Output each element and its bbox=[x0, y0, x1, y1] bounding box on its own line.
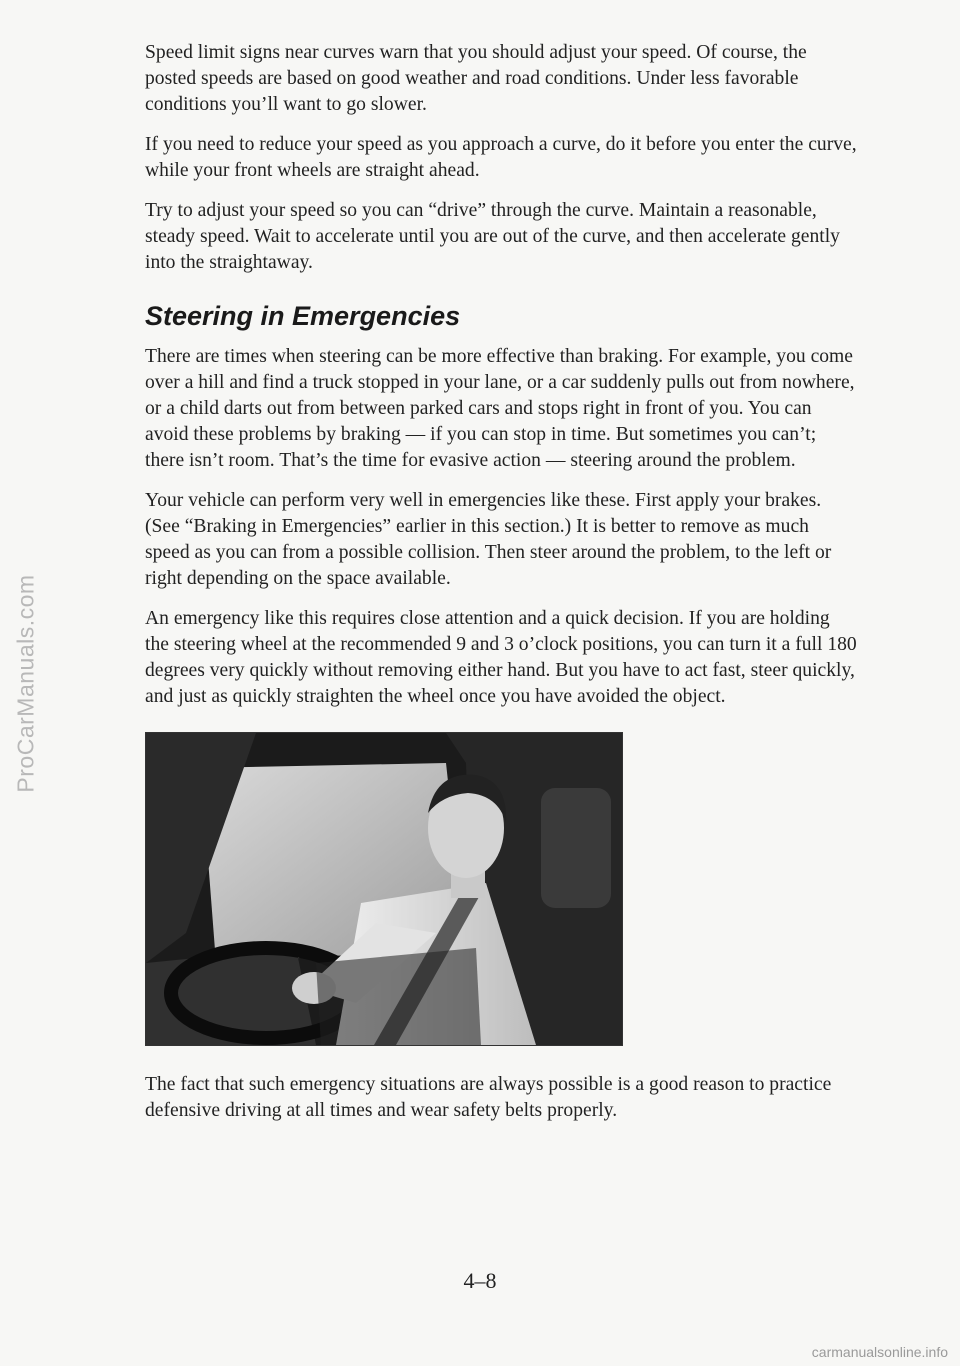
page-number: 4–8 bbox=[463, 1268, 497, 1293]
paragraph-speed-signs: Speed limit signs near curves warn that you should adjust your speed. Of course, the posted speeds are based on good weather and road conditions. Under less favorable conditions you’ll want to go slower. bbox=[145, 42, 807, 115]
paragraph-vehicle-performance: Your vehicle can perform very well in emergencies like these. First apply your brakes. (See “Braking in Emergencies” earlier in this section.) It is better to remove as much speed as you can from a possible collision. Then steer around the problem, to the left or right depending on the space available. bbox=[145, 490, 832, 589]
driver-illustration-svg bbox=[146, 733, 622, 1045]
paragraph-quick-decision: An emergency like this requires close attention and a quick decision. If you are holding the steering wheel at the recommended 9 and 3 o’clock positions, you can turn it a full 180 degrees very quickly without removing either hand. But you have to act fast, steer quickly, and just as quickly straighten the wheel once you have avoided the object. bbox=[145, 608, 857, 707]
side-watermark-text: ProCarManuals.com bbox=[12, 573, 39, 793]
paragraph-defensive-driving: The fact that such emergency situations are always possible is a good reason to practice defensive driving at all times and wear safety belts properly. bbox=[145, 1074, 832, 1121]
section-heading: Steering in Emergencies bbox=[145, 301, 461, 331]
paragraph-reduce-speed: If you need to reduce your speed as you approach a curve, do it before you enter the curve, while your front wheels are straight ahead. bbox=[145, 134, 857, 181]
page-content bbox=[145, 40, 857, 1138]
headrest bbox=[541, 788, 611, 908]
side-watermark bbox=[6, 0, 46, 1366]
driver-illustration bbox=[145, 732, 623, 1046]
door-panel bbox=[316, 948, 481, 1045]
paragraph-steering-vs-braking: There are times when steering can be more effective than braking. For example, you come over a hill and find a truck stopped in your lane, or a car suddenly pulls out from nowhere, or a child darts out from between parked cars and stops right in front of you. You can avoid these problems by braking — if you can stop in time. But sometimes you can’t; there isn’t room. That’s the time for evasive action — steering around the problem. bbox=[145, 346, 855, 471]
paragraph-adjust-speed: Try to adjust your speed so you can “drive” through the curve. Maintain a reasonable, steady speed. Wait to accelerate until you are out of the curve, and then accelerate gently into the straightaway. bbox=[145, 200, 840, 273]
footer-watermark: carmanualsonline.info bbox=[811, 1344, 948, 1360]
